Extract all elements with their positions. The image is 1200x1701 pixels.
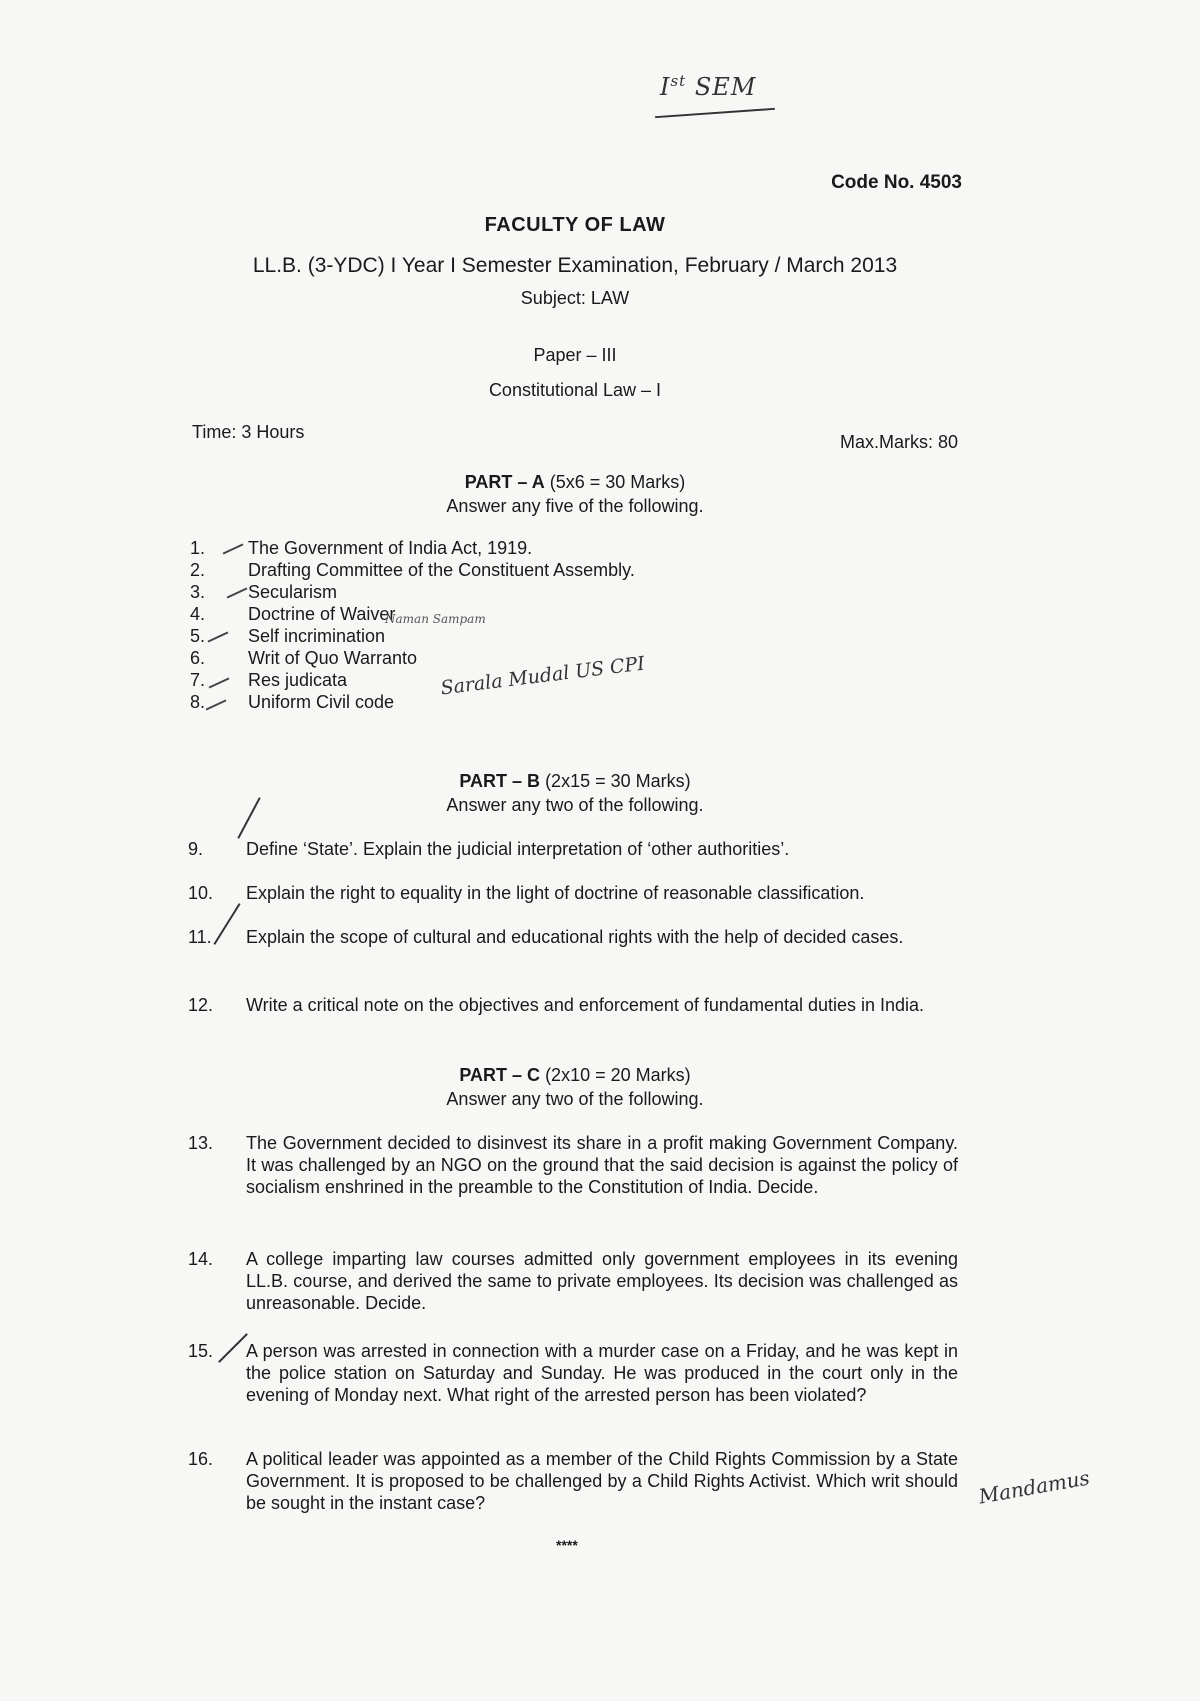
handwritten-note-waiver: Naman Sampam [385, 612, 486, 626]
part-a-instruction: Answer any five of the following. [446, 496, 704, 516]
code-number: Code No. 4503 [831, 172, 962, 193]
paper-number: Paper – III [533, 345, 617, 365]
question-a-7: 7. Res judicata [190, 670, 348, 690]
faculty-title: FACULTY OF LAW [484, 214, 666, 236]
handwritten-note-mandamus: Mandamus [976, 1465, 1092, 1509]
end-stars: **** [556, 1537, 578, 1553]
question-a-6: 6. Writ of Quo Warranto [190, 648, 418, 668]
question-c-14: 14. A college imparting law courses admitted only government employees in its evening LL.B. course, and derived the same to private employees. Its decision was challenged as unreasonable. Decide. [188, 1249, 958, 1313]
question-b-12: 12. Write a critical note on the objectives and enforcement of fundamental duties in India. [188, 995, 925, 1015]
handwritten-underline [655, 108, 775, 118]
question-b-10: 10. Explain the right to equality in the light of doctrine of reasonable classification. [188, 883, 865, 903]
part-c-heading: PART – C (2x10 = 20 Marks) [459, 1065, 691, 1085]
question-a-5: 5. Self incrimination [190, 626, 386, 646]
exam-title: LL.B. (3-YDC) I Year I Semester Examination, February / March 2013 [252, 254, 898, 277]
part-b-instruction: Answer any two of the following. [446, 795, 704, 815]
question-a-1: 1. The Government of India Act, 1919. [190, 538, 533, 558]
part-c-instruction: Answer any two of the following. [446, 1089, 704, 1109]
handwritten-note-civil-code: Sarala Mudal US CPI [439, 652, 646, 700]
question-a-2: 2. Drafting Committee of the Constituent Assembly. [190, 560, 635, 580]
part-b-heading: PART – B (2x15 = 30 Marks) [459, 771, 691, 791]
question-c-15: 15. A person was arrested in connection with a murder case on a Friday, and he was kept in the police station on Saturday and Sunday. He was produced in the court only in the evening of Monday next. What right of the arrested person has been violated? [188, 1341, 958, 1405]
time-allowed: Time: 3 Hours [192, 422, 305, 442]
handwritten-semester: Ist SEM [660, 72, 757, 101]
question-b-11: 11. Explain the scope of cultural and educational rights with the help of decided cases. [188, 927, 904, 947]
max-marks: Max.Marks: 80 [839, 432, 958, 452]
part-a-heading: PART – A (5x6 = 30 Marks) [464, 472, 686, 492]
question-c-13: 13. The Government decided to disinvest its share in a profit making Government Company. It was challenged by an NGO on the ground that the said decision is against the policy of socialism enshrined in the preamble to the Constitution of India. Decide. [188, 1133, 958, 1197]
question-a-8: 8. Uniform Civil code [190, 692, 395, 712]
question-c-16: 16. A political leader was appointed as a member of the Child Rights Commission by a State Government. It is proposed to be challenged by a Child Rights Activist. Which writ should be sought in the instant case? [188, 1449, 958, 1513]
course-title: Constitutional Law – I [488, 380, 662, 400]
question-a-4: 4. Doctrine of Waiver [190, 604, 396, 624]
question-b-9: 9. Define ‘State’. Explain the judicial interpretation of ‘other authorities’. [188, 839, 790, 859]
subject: Subject: LAW [520, 288, 630, 308]
question-a-3: 3. Secularism [190, 582, 338, 602]
